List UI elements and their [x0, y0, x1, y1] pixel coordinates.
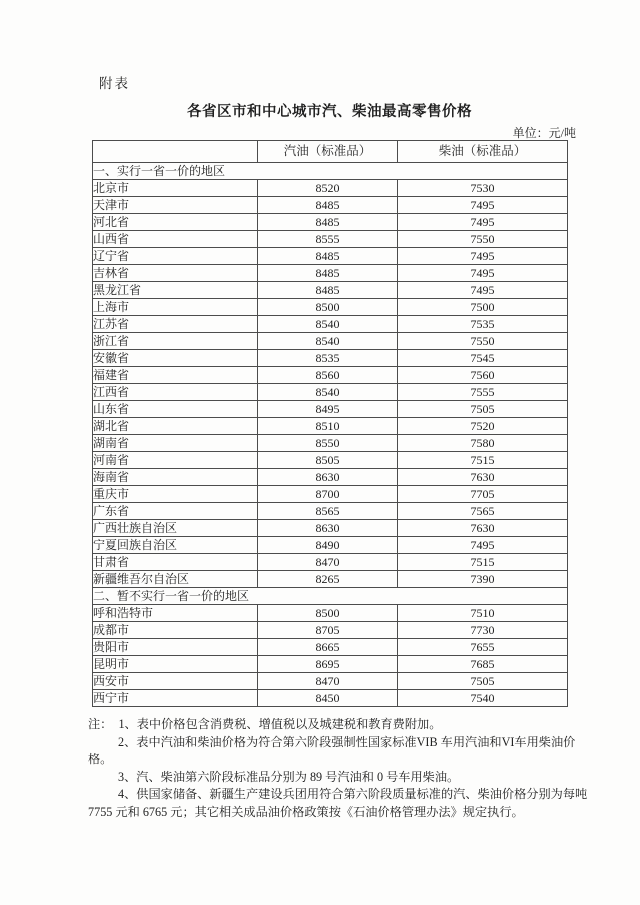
- gasoline-price: 8450: [258, 690, 398, 707]
- note-line: 注： 1、表中价格包含消费税、增值税以及城建税和教育费附加。: [88, 717, 442, 731]
- diesel-price: 7495: [398, 537, 568, 554]
- gasoline-price: 8470: [258, 554, 398, 571]
- region-name: 河南省: [93, 452, 258, 469]
- gasoline-price: 8700: [258, 486, 398, 503]
- gasoline-price: 8485: [258, 265, 398, 282]
- section-header-row: [93, 588, 568, 605]
- table-row: [93, 180, 568, 197]
- table-row: [93, 503, 568, 520]
- region-name: 新疆维吾尔自治区: [93, 571, 258, 588]
- diesel-price: 7685: [398, 656, 568, 673]
- region-name: 宁夏回族自治区: [93, 537, 258, 554]
- col-header-region: [93, 141, 258, 163]
- table-row: [93, 673, 568, 690]
- table-row: [93, 265, 568, 282]
- gasoline-price: 8500: [258, 605, 398, 622]
- region-name: 安徽省: [93, 350, 258, 367]
- table-row: [93, 656, 568, 673]
- region-name: 湖北省: [93, 418, 258, 435]
- table-row: [93, 231, 568, 248]
- region-name: 甘肃省: [93, 554, 258, 571]
- gasoline-price: 8630: [258, 469, 398, 486]
- region-name: 江苏省: [93, 316, 258, 333]
- diesel-price: 7495: [398, 282, 568, 299]
- region-name: 江西省: [93, 384, 258, 401]
- gasoline-price: 8485: [258, 248, 398, 265]
- region-name: 上海市: [93, 299, 258, 316]
- table-row: [93, 622, 568, 639]
- header-row: [93, 141, 568, 163]
- diesel-price: 7390: [398, 571, 568, 588]
- diesel-price: 7705: [398, 486, 568, 503]
- diesel-price: 7550: [398, 333, 568, 350]
- page-title: 各省区市和中心城市汽、柴油最高零售价格: [187, 104, 472, 120]
- gasoline-price: 8265: [258, 571, 398, 588]
- diesel-price: 7505: [398, 401, 568, 418]
- region-name: 呼和浩特市: [93, 605, 258, 622]
- gasoline-price: 8565: [258, 503, 398, 520]
- table-row: [93, 367, 568, 384]
- diesel-price: 7495: [398, 197, 568, 214]
- diesel-price: 7520: [398, 418, 568, 435]
- gasoline-price: 8665: [258, 639, 398, 656]
- table-row: [93, 384, 568, 401]
- diesel-price: 7535: [398, 316, 568, 333]
- table-row: [93, 435, 568, 452]
- gasoline-price: 8485: [258, 282, 398, 299]
- gasoline-price: 8630: [258, 520, 398, 537]
- region-name: 湖南省: [93, 435, 258, 452]
- gasoline-price: 8490: [258, 537, 398, 554]
- price-table: [92, 140, 568, 707]
- gasoline-price: 8495: [258, 401, 398, 418]
- region-name: 天津市: [93, 197, 258, 214]
- gasoline-price: 8535: [258, 350, 398, 367]
- table-row: [93, 486, 568, 503]
- table-row: [93, 469, 568, 486]
- gasoline-price: 8520: [258, 180, 398, 197]
- table-row: [93, 571, 568, 588]
- table-row: [93, 520, 568, 537]
- region-name: 贵阳市: [93, 639, 258, 656]
- region-name: 山西省: [93, 231, 258, 248]
- price-table-header: [93, 141, 568, 163]
- diesel-price: 7500: [398, 299, 568, 316]
- notes: [88, 716, 588, 822]
- region-name: 河北省: [93, 214, 258, 231]
- note-line: 3、汽、柴油第六阶段标准品分别为 89 号汽油和 0 号车用柴油。: [118, 769, 460, 784]
- diesel-price: 7730: [398, 622, 568, 639]
- diesel-price: 7545: [398, 350, 568, 367]
- diesel-price: 7510: [398, 605, 568, 622]
- note-line: 2、表中汽油和柴油价格为符合第六阶段强制性国家标准VIB 车用汽油和VI车用柴油价: [118, 734, 576, 749]
- section-header: 二、暂不实行一省一价的地区: [93, 588, 568, 605]
- gasoline-price: 8505: [258, 452, 398, 469]
- diesel-price: 7495: [398, 214, 568, 231]
- region-name: 山东省: [93, 401, 258, 418]
- note-line: 4、供国家储备、新疆生产建设兵团用符合第六阶段质量标准的汽、柴油价格分别为每吨: [118, 787, 588, 802]
- col-header-gasoline: 汽油（标准品）: [258, 141, 398, 163]
- region-name: 福建省: [93, 367, 258, 384]
- table-row: [93, 418, 568, 435]
- table-row: [93, 605, 568, 622]
- region-name: 成都市: [93, 622, 258, 639]
- gasoline-price: 8500: [258, 299, 398, 316]
- gasoline-price: 8550: [258, 435, 398, 452]
- diesel-price: 7515: [398, 452, 568, 469]
- note-line: 7755 元和 6765 元；其它相关成品油价格政策按《石油价格管理办法》规定执行。: [88, 804, 524, 819]
- diesel-price: 7515: [398, 554, 568, 571]
- table-row: [93, 299, 568, 316]
- table-row: [93, 214, 568, 231]
- diesel-price: 7540: [398, 690, 568, 707]
- gasoline-price: 8695: [258, 656, 398, 673]
- diesel-price: 7655: [398, 639, 568, 656]
- table-row: [93, 537, 568, 554]
- col-header-diesel: 柴油（标准品）: [398, 141, 568, 163]
- table-row: [93, 282, 568, 299]
- table-row: [93, 554, 568, 571]
- diesel-price: 7550: [398, 231, 568, 248]
- gasoline-price: 8705: [258, 622, 398, 639]
- table-row: [93, 333, 568, 350]
- gasoline-price: 8540: [258, 316, 398, 333]
- gasoline-price: 8510: [258, 418, 398, 435]
- table-row: [93, 316, 568, 333]
- diesel-price: 7565: [398, 503, 568, 520]
- diesel-price: 7580: [398, 435, 568, 452]
- region-name: 吉林省: [93, 265, 258, 282]
- region-name: 重庆市: [93, 486, 258, 503]
- diesel-price: 7630: [398, 520, 568, 537]
- region-name: 广西壮族自治区: [93, 520, 258, 537]
- diesel-price: 7530: [398, 180, 568, 197]
- gasoline-price: 8560: [258, 367, 398, 384]
- region-name: 黑龙江省: [93, 282, 258, 299]
- region-name: 西宁市: [93, 690, 258, 707]
- region-name: 浙江省: [93, 333, 258, 350]
- table-row: [93, 197, 568, 214]
- table-row: [93, 401, 568, 418]
- gasoline-price: 8485: [258, 197, 398, 214]
- table-row: [93, 639, 568, 656]
- diesel-price: 7630: [398, 469, 568, 486]
- table-row: [93, 452, 568, 469]
- diesel-price: 7495: [398, 265, 568, 282]
- region-name: 西安市: [93, 673, 258, 690]
- diesel-price: 7505: [398, 673, 568, 690]
- gasoline-price: 8555: [258, 231, 398, 248]
- section-header: 一、实行一省一价的地区: [93, 163, 568, 180]
- table-row: [93, 248, 568, 265]
- unit-label: 单位：元/吨: [512, 126, 576, 140]
- table-row: [93, 690, 568, 707]
- price-table-body: [93, 163, 568, 707]
- region-name: 广东省: [93, 503, 258, 520]
- diesel-price: 7555: [398, 384, 568, 401]
- gasoline-price: 8540: [258, 333, 398, 350]
- gasoline-price: 8485: [258, 214, 398, 231]
- gasoline-price: 8470: [258, 673, 398, 690]
- region-name: 北京市: [93, 180, 258, 197]
- diesel-price: 7495: [398, 248, 568, 265]
- attachment-label: 附表: [99, 76, 130, 91]
- region-name: 昆明市: [93, 656, 258, 673]
- region-name: 辽宁省: [93, 248, 258, 265]
- diesel-price: 7560: [398, 367, 568, 384]
- region-name: 海南省: [93, 469, 258, 486]
- section-header-row: [93, 163, 568, 180]
- table-row: [93, 350, 568, 367]
- gasoline-price: 8540: [258, 384, 398, 401]
- note-line: 格。: [88, 752, 113, 767]
